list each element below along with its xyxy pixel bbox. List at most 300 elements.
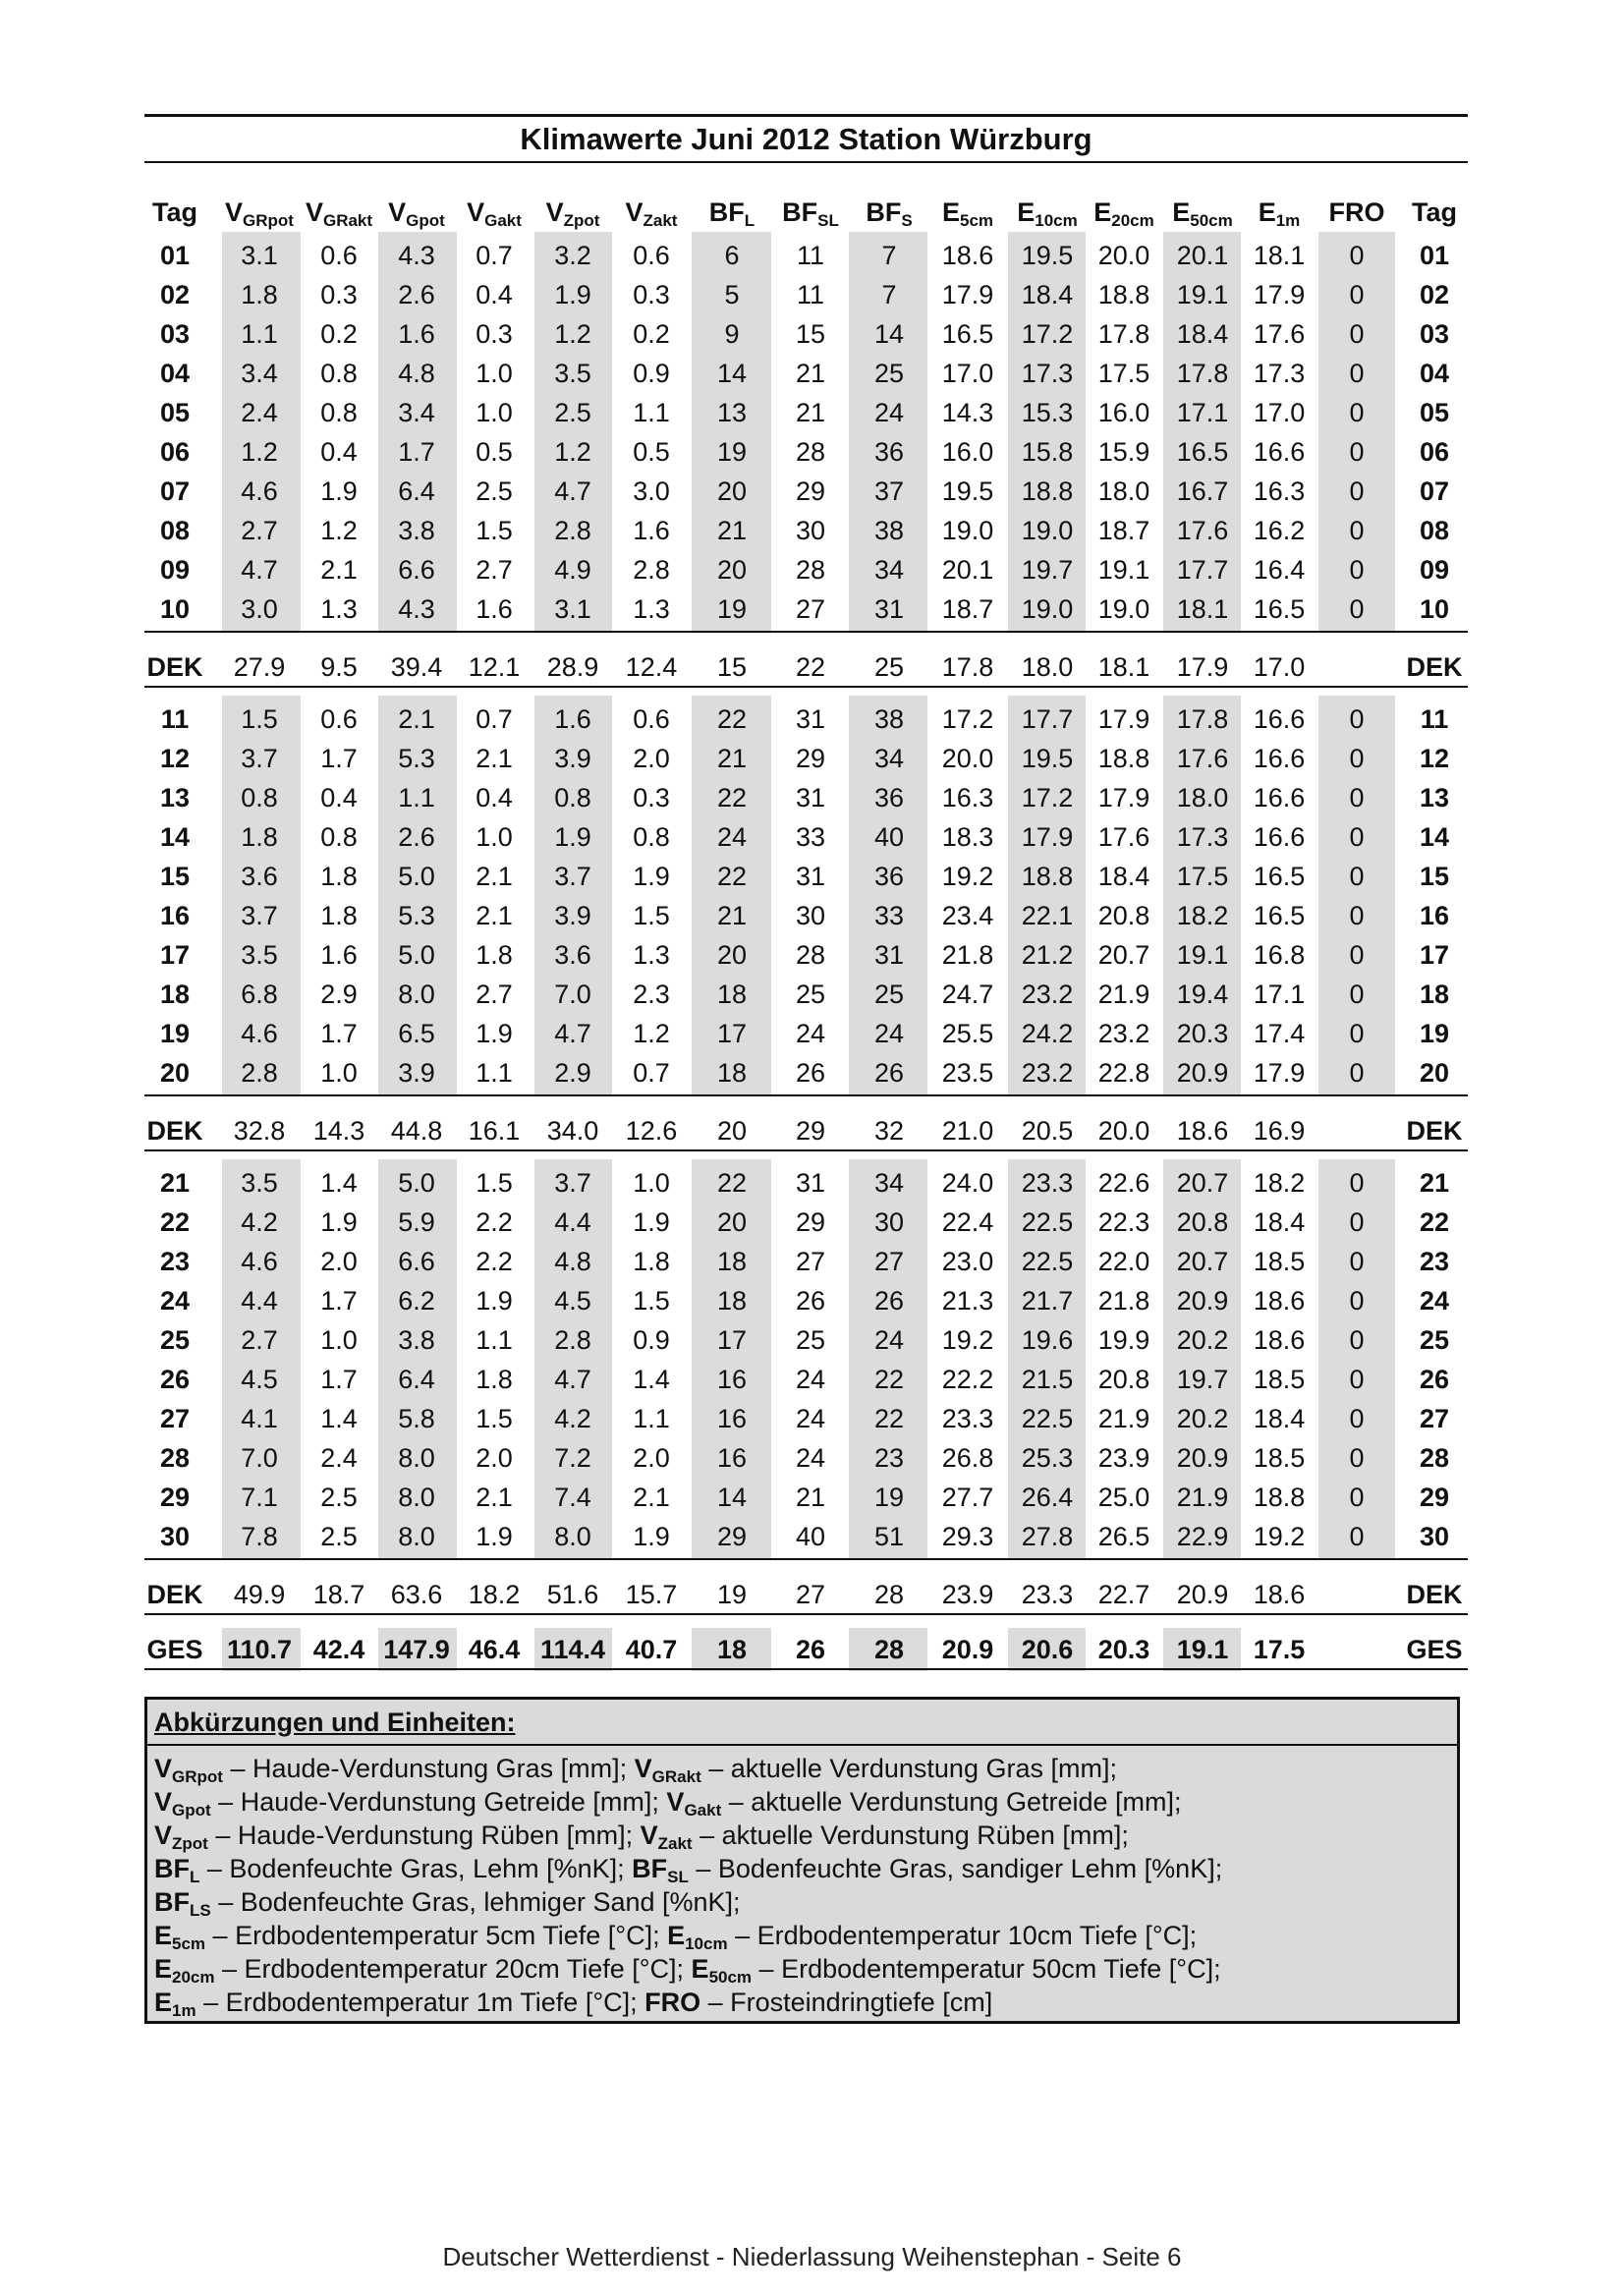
table-cell: 22: [873, 1404, 905, 1433]
table-cell: 33: [795, 822, 826, 852]
table-cell: 30: [873, 1207, 905, 1237]
table-cell: 17: [716, 1019, 748, 1048]
table-cell: 23.2: [1021, 980, 1074, 1009]
table-cell: 13: [716, 398, 748, 427]
table-cell: 1.1: [633, 1404, 670, 1433]
table-cell: 24: [873, 1325, 905, 1355]
day-label: 20: [159, 1058, 191, 1088]
table-cell: 23.3: [941, 1404, 994, 1433]
table-cell: 3.7: [241, 744, 278, 773]
table-cell: 19.5: [1021, 744, 1074, 773]
table-cell: 27: [795, 1247, 826, 1276]
table-cell: 15: [795, 319, 826, 349]
table-cell: 22.4: [941, 1207, 994, 1237]
dek-label: DEK: [1406, 652, 1463, 682]
table-cell: 0.5: [476, 437, 513, 467]
table-cell: 22.5: [1021, 1207, 1074, 1237]
table-cell: 2.3: [633, 980, 670, 1009]
day-label: 18: [159, 980, 191, 1009]
table-cell: 0: [1349, 1019, 1365, 1048]
ges-cell: 42.4: [312, 1635, 365, 1664]
table-cell: 26: [795, 1286, 826, 1316]
day-label-right: 25: [1419, 1325, 1450, 1355]
table-cell: 17.8: [1176, 704, 1229, 734]
table-cell: 0.6: [320, 241, 358, 270]
table-cell: 0: [1349, 1443, 1365, 1473]
table-cell: 3.9: [554, 901, 591, 930]
table-cell: 31: [795, 1168, 826, 1198]
table-cell: 19.9: [1097, 1325, 1150, 1355]
table-cell: 21: [716, 901, 748, 930]
dek-cell: 12.1: [468, 652, 521, 682]
day-label-right: 21: [1419, 1168, 1450, 1198]
table-cell: 1.0: [476, 359, 513, 388]
table-cell: 0: [1349, 980, 1365, 1009]
table-cell: 2.9: [320, 980, 358, 1009]
table-cell: 25.0: [1097, 1483, 1150, 1512]
table-cell: 0: [1349, 783, 1365, 812]
table-cell: 1.0: [476, 398, 513, 427]
table-cell: 1.6: [476, 594, 513, 624]
column-header: $BF_S$: [866, 197, 913, 230]
table-cell: 6.5: [398, 1019, 435, 1048]
table-cell: 38: [873, 704, 905, 734]
legend-title: Abkürzungen und Einheiten:: [154, 1708, 516, 1737]
table-cell: 29: [795, 476, 826, 506]
table-cell: 14: [716, 1483, 748, 1512]
dek-cell: 34.0: [546, 1116, 599, 1146]
dek-cell: 23.3: [1021, 1580, 1074, 1609]
table-rule: [144, 1558, 1468, 1560]
day-label: 29: [159, 1483, 191, 1512]
table-cell: 0.7: [633, 1058, 670, 1088]
day-label-right: 16: [1419, 901, 1450, 930]
table-cell: 1.7: [398, 437, 435, 467]
table-cell: 5.8: [398, 1404, 435, 1433]
day-label: 04: [159, 359, 191, 388]
dek-cell: 16.9: [1253, 1116, 1306, 1146]
table-cell: 2.8: [554, 1325, 591, 1355]
table-cell: 11: [796, 241, 825, 270]
table-cell: 31: [795, 704, 826, 734]
table-cell: 5.0: [398, 1168, 435, 1198]
table-cell: 24: [716, 822, 748, 852]
table-cell: 19.2: [941, 862, 994, 891]
table-cell: 0.7: [476, 241, 513, 270]
table-cell: 16.6: [1253, 704, 1306, 734]
day-label: 11: [160, 704, 190, 734]
dek-label: DEK: [146, 1580, 203, 1609]
table-cell: 1.2: [554, 319, 591, 349]
table-cell: 14: [716, 359, 748, 388]
table-cell: 20.7: [1097, 940, 1150, 970]
table-cell: 1.4: [320, 1168, 358, 1198]
ges-cell: 26: [795, 1635, 826, 1664]
table-cell: 6: [724, 241, 740, 270]
ges-cell: 147.9: [383, 1635, 450, 1664]
table-cell: 18.8: [1097, 280, 1150, 309]
table-cell: 3.4: [398, 398, 435, 427]
table-cell: 4.7: [554, 1365, 591, 1394]
table-cell: 17.5: [1176, 862, 1229, 891]
dek-cell: 12.6: [625, 1116, 678, 1146]
day-label: 26: [159, 1365, 191, 1394]
table-cell: 2.5: [476, 476, 513, 506]
table-cell: 1.9: [554, 822, 591, 852]
day-label: 15: [159, 862, 191, 891]
table-cell: 24: [795, 1365, 826, 1394]
table-cell: 16.6: [1253, 822, 1306, 852]
table-cell: 22.5: [1021, 1404, 1074, 1433]
day-label: 02: [159, 280, 191, 309]
table-cell: 1.6: [633, 516, 670, 545]
table-cell: 21: [795, 398, 826, 427]
table-cell: 2.0: [476, 1443, 513, 1473]
table-cell: 18.6: [1253, 1325, 1306, 1355]
day-label-right: 26: [1419, 1365, 1450, 1394]
table-cell: 31: [873, 594, 905, 624]
table-cell: 24.0: [941, 1168, 994, 1198]
day-label: 08: [159, 516, 191, 545]
day-label-right: 24: [1419, 1286, 1450, 1316]
dek-cell: 39.4: [390, 652, 443, 682]
table-cell: 16.5: [1253, 901, 1306, 930]
table-cell: 1.2: [320, 516, 358, 545]
table-cell: 1.7: [320, 1365, 358, 1394]
dek-cell: 20.9: [1176, 1580, 1229, 1609]
table-cell: 0.3: [476, 319, 513, 349]
table-cell: 3.5: [554, 359, 591, 388]
legend-box: [144, 1697, 1460, 2024]
table-cell: 17.9: [1253, 1058, 1306, 1088]
day-label-right: 01: [1419, 241, 1450, 270]
table-cell: 0: [1349, 1325, 1365, 1355]
page-footer: Deutscher Wetterdienst - Niederlassung Weihenstephan - Seite 6: [442, 2242, 1182, 2271]
table-cell: 18.7: [1097, 516, 1150, 545]
day-label: 23: [159, 1247, 191, 1276]
table-cell: 18.4: [1021, 280, 1074, 309]
ges-cell: 40.7: [625, 1635, 678, 1664]
table-cell: 2.2: [476, 1247, 513, 1276]
table-cell: 4.8: [554, 1247, 591, 1276]
day-label-right: 03: [1419, 319, 1450, 349]
table-cell: 30: [795, 901, 826, 930]
table-cell: 4.4: [554, 1207, 591, 1237]
table-cell: 2.8: [633, 555, 670, 585]
table-cell: 26: [873, 1286, 905, 1316]
legend-line: $E_{20cm}$ – Erdbodentemperatur 20cm Tiefe [°C]; $E_{50cm}$ – Erdbodentemperatur 50cm Tiefe [°C];: [154, 1954, 1221, 1987]
table-cell: 14: [873, 319, 905, 349]
table-cell: 17.6: [1097, 822, 1150, 852]
table-cell: 21.5: [1021, 1365, 1074, 1394]
table-cell: 16.0: [941, 437, 994, 467]
table-cell: 22.3: [1097, 1207, 1150, 1237]
day-label: 22: [159, 1207, 191, 1237]
table-cell: 1.0: [320, 1325, 358, 1355]
dek-cell: 27.9: [233, 652, 286, 682]
table-cell: 1.7: [320, 1019, 358, 1048]
table-cell: 34: [873, 1168, 905, 1198]
table-cell: 18: [716, 1247, 748, 1276]
table-cell: 21.7: [1021, 1286, 1074, 1316]
dek-cell: 19: [716, 1580, 748, 1609]
dek-label: DEK: [146, 1116, 203, 1146]
table-cell: 21.9: [1097, 980, 1150, 1009]
table-cell: 30: [795, 516, 826, 545]
table-cell: 28: [795, 940, 826, 970]
table-cell: 3.8: [398, 516, 435, 545]
table-cell: 0: [1349, 280, 1365, 309]
table-cell: 0: [1349, 1168, 1365, 1198]
table-cell: 0.3: [633, 783, 670, 812]
table-cell: 20.0: [941, 744, 994, 773]
table-cell: 0: [1349, 437, 1365, 467]
table-cell: 25.5: [941, 1019, 994, 1048]
table-cell: 17.6: [1176, 744, 1229, 773]
table-cell: 19.7: [1176, 1365, 1229, 1394]
day-label-right: 20: [1419, 1058, 1450, 1088]
table-cell: 19.0: [1097, 594, 1150, 624]
table-cell: 2.8: [241, 1058, 278, 1088]
table-cell: 20.9: [1176, 1443, 1229, 1473]
table-cell: 23.3: [1021, 1168, 1074, 1198]
table-cell: 15.8: [1021, 437, 1074, 467]
table-cell: 2.2: [476, 1207, 513, 1237]
table-cell: 17.1: [1176, 398, 1229, 427]
day-label: 30: [159, 1522, 191, 1551]
table-cell: 18: [716, 1286, 748, 1316]
day-label-right: 07: [1419, 476, 1450, 506]
column-header: $BF_L$: [708, 197, 756, 230]
dek-cell: 51.6: [546, 1580, 599, 1609]
table-cell: 2.5: [554, 398, 591, 427]
table-cell: 1.5: [476, 1168, 513, 1198]
table-cell: 18.4: [1253, 1207, 1306, 1237]
table-cell: 20.7: [1176, 1247, 1229, 1276]
table-cell: 40: [873, 822, 905, 852]
table-cell: 16.6: [1253, 744, 1306, 773]
dek-cell: 28: [873, 1580, 905, 1609]
table-cell: 3.2: [554, 241, 591, 270]
table-cell: 17.2: [1021, 319, 1074, 349]
table-cell: 20.8: [1097, 1365, 1150, 1394]
day-label-right: 10: [1419, 594, 1450, 624]
table-cell: 3.8: [398, 1325, 435, 1355]
table-cell: 16.2: [1253, 516, 1306, 545]
table-cell: 1.9: [633, 1522, 670, 1551]
table-cell: 22: [716, 783, 748, 812]
table-cell: 20.9: [1176, 1058, 1229, 1088]
table-cell: 19.5: [941, 476, 994, 506]
table-cell: 4.7: [554, 1019, 591, 1048]
dek-cell: 18.0: [1021, 652, 1074, 682]
table-cell: 18.0: [1097, 476, 1150, 506]
table-cell: 0: [1349, 1286, 1365, 1316]
table-cell: 5.0: [398, 940, 435, 970]
table-cell: 1.3: [320, 594, 358, 624]
table-cell: 1.6: [554, 704, 591, 734]
dek-cell: 32.8: [233, 1116, 286, 1146]
table-cell: 17.7: [1021, 704, 1074, 734]
ges-cell: 18: [716, 1635, 748, 1664]
table-cell: 1.8: [320, 862, 358, 891]
day-label-right: 08: [1419, 516, 1450, 545]
table-cell: 19.6: [1021, 1325, 1074, 1355]
table-cell: 0.8: [241, 783, 278, 812]
column-header: $V_{Zakt}$: [625, 197, 678, 230]
table-cell: 25: [873, 359, 905, 388]
dek-cell: 20: [716, 1116, 748, 1146]
legend-line: $E_{1m}$ – Erdbodentemperatur 1m Tiefe [°C]; FRO – Frosteindringtiefe [cm]: [154, 1988, 993, 2020]
table-cell: 1.9: [320, 1207, 358, 1237]
table-cell: 17.8: [1097, 319, 1150, 349]
table-cell: 29: [716, 1522, 748, 1551]
table-cell: 17.0: [1253, 398, 1306, 427]
table-cell: 18.4: [1176, 319, 1229, 349]
table-cell: 27.7: [941, 1483, 994, 1512]
table-cell: 0: [1349, 862, 1365, 891]
table-cell: 2.1: [633, 1483, 670, 1512]
column-header: $E_{50cm}$: [1172, 197, 1233, 230]
dek-cell: 18.1: [1097, 652, 1150, 682]
ges-cell: 19.1: [1176, 1635, 1229, 1664]
table-cell: 19.1: [1097, 555, 1150, 585]
table-cell: 7: [881, 280, 897, 309]
table-cell: 21.8: [941, 940, 994, 970]
column-header: $V_{Zpot}$: [545, 197, 600, 230]
table-cell: 1.8: [241, 280, 278, 309]
day-label-right: 15: [1419, 862, 1450, 891]
table-cell: 31: [873, 940, 905, 970]
table-cell: 0.9: [633, 1325, 670, 1355]
table-cell: 5.3: [398, 901, 435, 930]
table-cell: 22.0: [1097, 1247, 1150, 1276]
table-cell: 19: [716, 437, 748, 467]
table-cell: 17.5: [1097, 359, 1150, 388]
table-cell: 24: [873, 398, 905, 427]
table-cell: 27.8: [1021, 1522, 1074, 1551]
table-cell: 1.5: [633, 901, 670, 930]
table-cell: 19.5: [1021, 241, 1074, 270]
day-label-right: 30: [1419, 1522, 1450, 1551]
dek-cell: 32: [873, 1116, 905, 1146]
ges-label: GES: [1406, 1635, 1463, 1664]
table-cell: 1.1: [476, 1058, 513, 1088]
day-label: 19: [159, 1019, 191, 1048]
table-cell: 8.0: [398, 1443, 435, 1473]
legend-line: $V_{Gpot}$ – Haude-Verdunstung Getreide [mm]; $V_{Gakt}$ – aktuelle Verdunstung Getreide [mm];: [154, 1787, 1182, 1820]
table-cell: 21: [795, 1483, 826, 1512]
day-label-right: 27: [1419, 1404, 1450, 1433]
day-label: 01: [159, 241, 191, 270]
dek-cell: 25: [873, 652, 905, 682]
table-cell: 18: [716, 1058, 748, 1088]
table-cell: 36: [873, 862, 905, 891]
table-cell: 3.6: [241, 862, 278, 891]
day-label: 25: [159, 1325, 191, 1355]
table-cell: 18.8: [1253, 1483, 1306, 1512]
table-cell: 17.2: [941, 704, 994, 734]
table-cell: 1.5: [633, 1286, 670, 1316]
dek-cell: 23.9: [941, 1580, 994, 1609]
table-cell: 23.5: [941, 1058, 994, 1088]
table-cell: 7: [881, 241, 897, 270]
legend-divider: [147, 1744, 1457, 1746]
dek-label: DEK: [1406, 1116, 1463, 1146]
dek-cell: 44.8: [390, 1116, 443, 1146]
table-cell: 1.1: [241, 319, 278, 349]
table-cell: 4.9: [554, 555, 591, 585]
day-label: 24: [159, 1286, 191, 1316]
table-cell: 17.9: [1097, 783, 1150, 812]
table-cell: 20: [716, 940, 748, 970]
table-cell: 0: [1349, 1247, 1365, 1276]
table-cell: 2.8: [554, 516, 591, 545]
table-cell: 4.6: [241, 1247, 278, 1276]
day-label-right: 28: [1419, 1443, 1450, 1473]
table-cell: 26: [873, 1058, 905, 1088]
column-header: $E_{20cm}$: [1093, 197, 1154, 230]
table-cell: 24.7: [941, 980, 994, 1009]
table-cell: 1.0: [320, 1058, 358, 1088]
table-cell: 16.6: [1253, 437, 1306, 467]
dek-label: DEK: [146, 652, 203, 682]
day-label: 06: [159, 437, 191, 467]
table-cell: 21.9: [1097, 1404, 1150, 1433]
day-label: 14: [159, 822, 191, 852]
table-cell: 23.2: [1097, 1019, 1150, 1048]
table-cell: 0: [1349, 476, 1365, 506]
table-cell: 1.8: [241, 822, 278, 852]
table-cell: 26: [795, 1058, 826, 1088]
table-cell: 18.0: [1176, 783, 1229, 812]
table-cell: 2.6: [398, 822, 435, 852]
table-cell: 17.1: [1253, 980, 1306, 1009]
day-label-right: 29: [1419, 1483, 1450, 1512]
table-cell: 22.6: [1097, 1168, 1150, 1198]
table-cell: 18.5: [1253, 1247, 1306, 1276]
table-cell: 15.9: [1097, 437, 1150, 467]
dek-cell: 28.9: [546, 652, 599, 682]
dek-cell: 14.3: [312, 1116, 365, 1146]
day-label: 07: [159, 476, 191, 506]
table-cell: 1.9: [320, 476, 358, 506]
table-cell: 1.5: [476, 1404, 513, 1433]
column-header: $E_{5cm}$: [941, 197, 994, 230]
table-cell: 19.0: [1021, 516, 1074, 545]
day-label-right: 02: [1419, 280, 1450, 309]
table-cell: 11: [796, 280, 825, 309]
table-cell: 0.8: [320, 822, 358, 852]
table-cell: 4.3: [398, 241, 435, 270]
table-cell: 25: [795, 1325, 826, 1355]
table-cell: 16.4: [1253, 555, 1306, 585]
legend-line: $E_{5cm}$ – Erdbodentemperatur 5cm Tiefe [°C]; $E_{10cm}$ – Erdbodentemperatur 10cm Tiefe [°C];: [154, 1921, 1198, 1953]
table-cell: 21: [716, 744, 748, 773]
table-cell: 24.2: [1021, 1019, 1074, 1048]
table-cell: 37: [873, 476, 905, 506]
day-label-right: 12: [1419, 744, 1450, 773]
table-cell: 0: [1349, 1483, 1365, 1512]
table-cell: 23.4: [941, 901, 994, 930]
table-cell: 2.6: [398, 280, 435, 309]
table-cell: 0.3: [633, 280, 670, 309]
table-cell: 17.3: [1253, 359, 1306, 388]
day-label: 13: [159, 783, 191, 812]
table-cell: 1.5: [241, 704, 278, 734]
table-cell: 3.0: [241, 594, 278, 624]
table-cell: 0: [1349, 594, 1365, 624]
